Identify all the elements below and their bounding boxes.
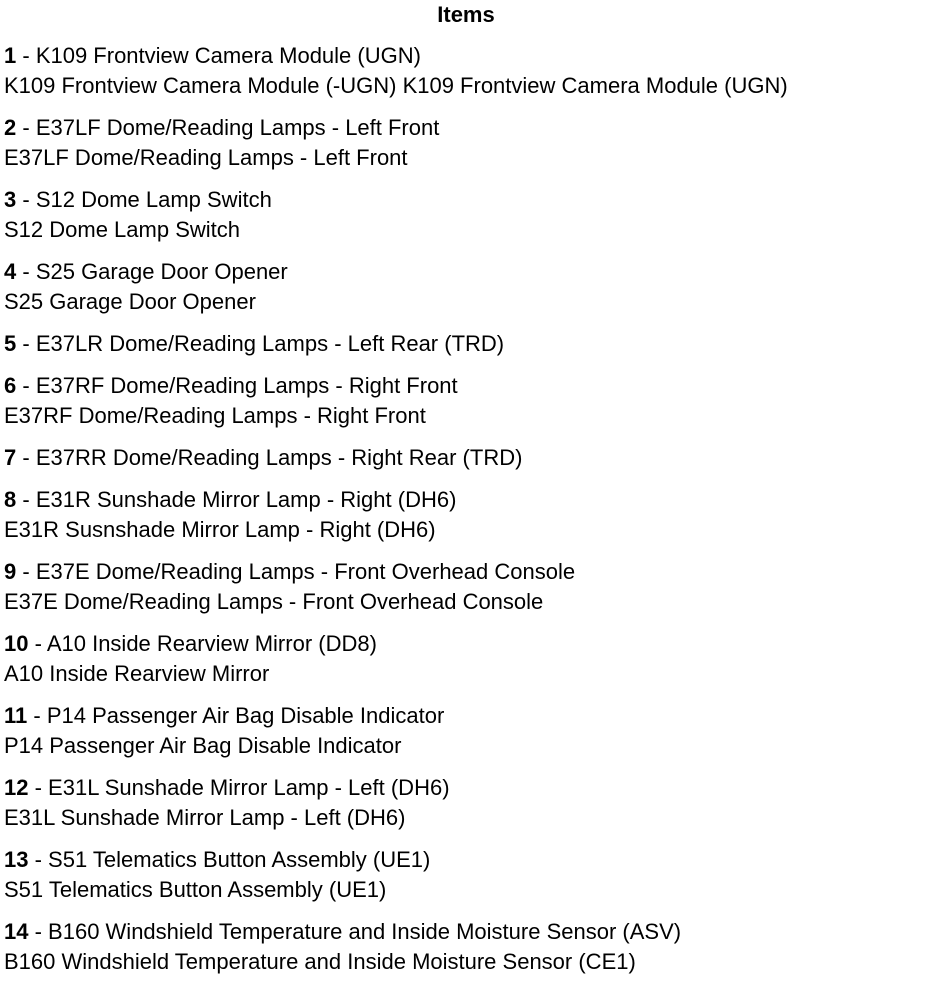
item-number: 14 xyxy=(4,919,29,944)
item-separator: - xyxy=(28,847,49,872)
item-number: 4 xyxy=(4,259,17,284)
item-number: 5 xyxy=(4,331,17,356)
items-list xyxy=(4,41,928,977)
item-number: 2 xyxy=(4,115,17,140)
item-title: E31R Sunshade Mirror Lamp - Right (DH6) xyxy=(35,487,457,512)
item-separator: - xyxy=(27,703,47,728)
item-heading xyxy=(4,185,928,215)
list-item xyxy=(4,113,928,173)
item-description: S51 Telematics Button Assembly (UE1) xyxy=(4,877,387,902)
item-heading xyxy=(4,773,928,803)
item-description: E37E Dome/Reading Lamps - Front Overhead Console xyxy=(4,589,544,614)
item-separator: - xyxy=(28,775,49,800)
item-separator: - xyxy=(16,43,36,68)
list-item xyxy=(4,185,928,245)
item-separator: - xyxy=(16,259,36,284)
item-number: 9 xyxy=(4,559,17,584)
item-heading xyxy=(4,485,928,515)
list-item xyxy=(4,629,928,689)
item-separator: - xyxy=(16,373,36,398)
item-title: E37LF Dome/Reading Lamps - Left Front xyxy=(35,115,440,140)
item-title: P14 Passenger Air Bag Disable Indicator xyxy=(46,703,445,728)
item-heading xyxy=(4,41,928,71)
list-item xyxy=(4,443,928,473)
item-number: 12 xyxy=(4,775,29,800)
item-title: S12 Dome Lamp Switch xyxy=(35,187,272,212)
item-heading xyxy=(4,443,928,473)
item-number: 1 xyxy=(4,43,17,68)
item-description: S12 Dome Lamp Switch xyxy=(4,217,240,242)
item-separator: - xyxy=(16,115,36,140)
page-title: Items xyxy=(437,2,495,27)
item-heading xyxy=(4,557,928,587)
item-title: E37RR Dome/Reading Lamps - Right Rear (TRD) xyxy=(35,445,523,470)
item-title: B160 Windshield Temperature and Inside Moisture Sensor (ASV) xyxy=(48,919,682,944)
item-separator: - xyxy=(16,559,36,584)
item-number: 11 xyxy=(4,703,28,728)
item-number: 6 xyxy=(4,373,17,398)
item-number: 3 xyxy=(4,187,17,212)
item-number: 13 xyxy=(4,847,29,872)
item-description: E31R Susnshade Mirror Lamp - Right (DH6) xyxy=(4,517,436,542)
list-item xyxy=(4,329,928,359)
item-number: 7 xyxy=(4,445,17,470)
item-separator: - xyxy=(16,187,36,212)
list-item xyxy=(4,845,928,905)
item-heading xyxy=(4,329,928,359)
item-title: A10 Inside Rearview Mirror (DD8) xyxy=(46,631,377,656)
item-description: B160 Windshield Temperature and Inside Moisture Sensor (CE1) xyxy=(4,949,636,974)
item-separator: - xyxy=(16,487,36,512)
item-heading xyxy=(4,257,928,287)
item-title: E37E Dome/Reading Lamps - Front Overhead Console xyxy=(35,559,576,584)
list-item xyxy=(4,371,928,431)
item-number: 10 xyxy=(4,631,29,656)
item-title: K109 Frontview Camera Module (UGN) xyxy=(35,43,421,68)
item-separator: - xyxy=(16,331,36,356)
item-heading xyxy=(4,917,928,947)
item-title: E37RF Dome/Reading Lamps - Right Front xyxy=(35,373,458,398)
item-description: E37RF Dome/Reading Lamps - Right Front xyxy=(4,403,426,428)
item-description: S25 Garage Door Opener xyxy=(4,289,256,314)
item-heading xyxy=(4,113,928,143)
item-title: S51 Telematics Button Assembly (UE1) xyxy=(48,847,431,872)
item-title: E37LR Dome/Reading Lamps - Left Rear (TRD) xyxy=(35,331,505,356)
item-title: E31L Sunshade Mirror Lamp - Left (DH6) xyxy=(48,775,450,800)
item-description: E31L Sunshade Mirror Lamp - Left (DH6) xyxy=(4,805,406,830)
item-heading xyxy=(4,701,928,731)
item-title: S25 Garage Door Opener xyxy=(35,259,288,284)
list-item xyxy=(4,257,928,317)
item-separator: - xyxy=(16,445,36,470)
item-separator: - xyxy=(28,919,49,944)
item-heading xyxy=(4,371,928,401)
item-heading xyxy=(4,845,928,875)
list-item xyxy=(4,557,928,617)
item-number: 8 xyxy=(4,487,17,512)
item-heading xyxy=(4,629,928,659)
item-description: P14 Passenger Air Bag Disable Indicator xyxy=(4,733,402,758)
list-item xyxy=(4,773,928,833)
list-item xyxy=(4,701,928,761)
item-description: E37LF Dome/Reading Lamps - Left Front xyxy=(4,145,408,170)
list-item xyxy=(4,41,928,101)
list-item xyxy=(4,485,928,545)
item-description: A10 Inside Rearview Mirror xyxy=(4,661,270,686)
list-item xyxy=(4,917,928,977)
item-separator: - xyxy=(28,631,47,656)
item-description: K109 Frontview Camera Module (-UGN) K109 Frontview Camera Module (UGN) xyxy=(4,73,788,98)
